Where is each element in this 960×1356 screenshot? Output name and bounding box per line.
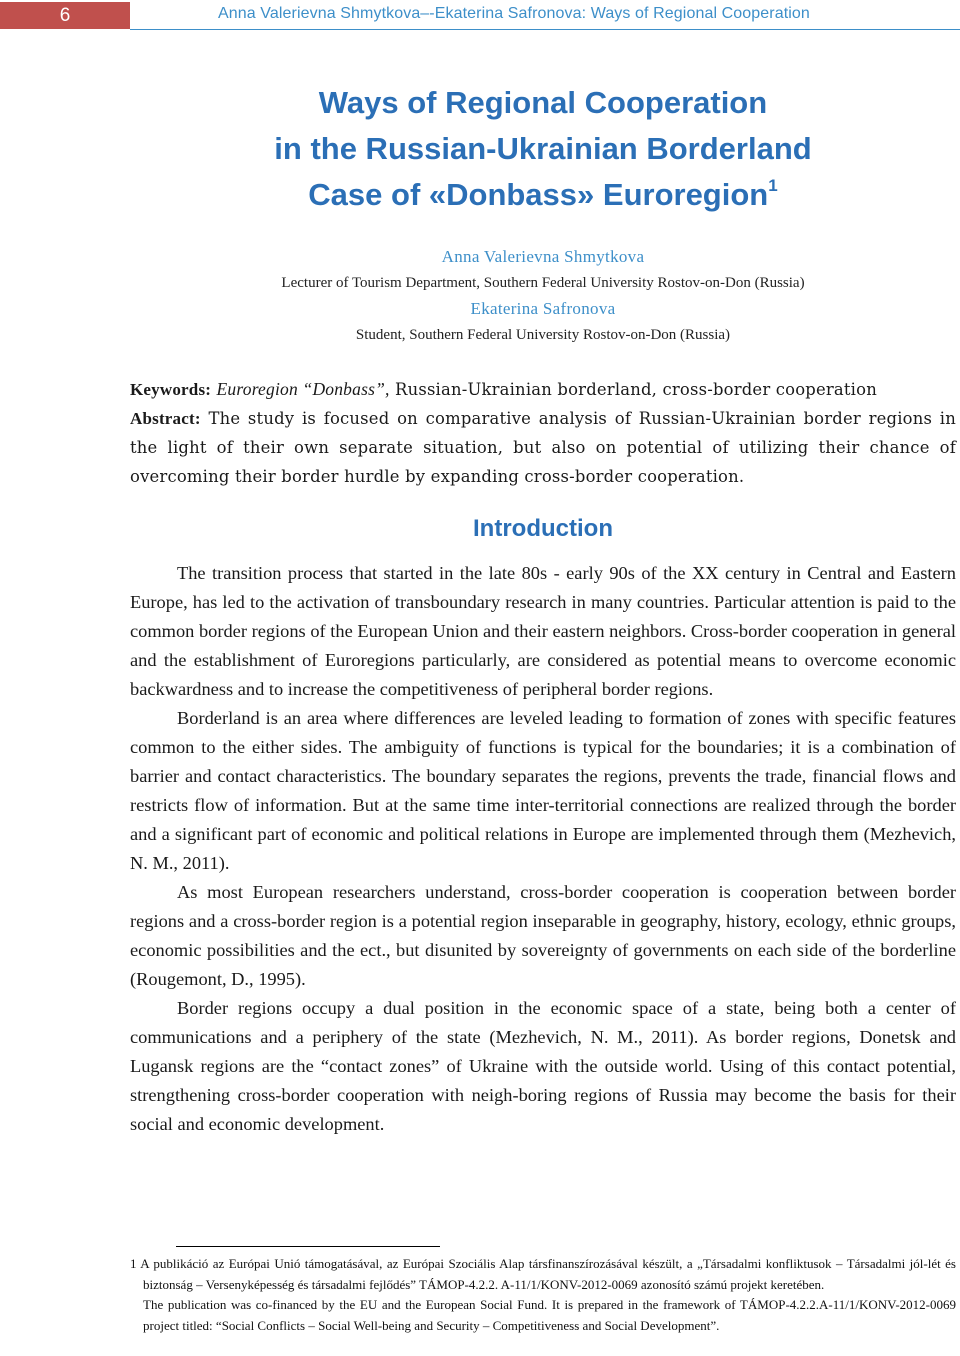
footnote-rule bbox=[176, 1246, 440, 1247]
title-footnote-mark[interactable]: 1 bbox=[768, 176, 778, 195]
keywords-italic: Euroregion “Donbass”, bbox=[216, 379, 390, 399]
page-header bbox=[0, 0, 960, 30]
paragraph: As most European researchers understand, cross-border cooperation is cooperation between border regions and a cross-border region is a potential region inseparable in geography, history, ecology, ethnic groups, economic possibilities and the ect., but disunited by sovereignty of governments on each side of the borderline (Rougemont, D., 1995). bbox=[130, 882, 956, 989]
page-number: 6 bbox=[0, 2, 130, 29]
title-line-2: in the Russian-Ukrainian Borderland bbox=[274, 131, 812, 166]
keywords-label: Keywords: bbox=[130, 380, 212, 399]
keywords-abstract bbox=[130, 375, 956, 491]
title-line-1: Ways of Regional Cooperation bbox=[318, 85, 768, 120]
abstract-text: The study is focused on comparative analysis of Russian-Ukrainian border regions in the light of their own separate situation, but also on potential of utilizing their chance of overcoming their border hurdle by expanding cross-border cooperation. bbox=[130, 409, 956, 486]
keywords-rest: Russian-Ukrainian borderland, cross-border cooperation bbox=[389, 380, 877, 399]
section-heading-introduction: Introduction bbox=[473, 515, 613, 542]
footnote bbox=[130, 1254, 956, 1336]
header-rule bbox=[130, 29, 960, 30]
running-head: Anna Valerievna Shmytkova–-Ekaterina Safronova: Ways of Regional Cooperation bbox=[218, 5, 810, 22]
abstract-paragraph bbox=[130, 404, 956, 491]
authors-block bbox=[130, 244, 956, 348]
paragraph: Borderland is an area where differences are leveled leading to formation of zones with specific features common to the either sides. The ambiguity of functions is typical for the boundaries; it is a combination of barrier and contact characteristics. The boundary separates the regions, prevents the trade, financial flows and restricts flow of information. But at the same time inter-territorial connections are realized through the border and a significant part of economic and political relations in Europe are implemented through them (Mezhevich, N. M., 2011). bbox=[130, 708, 956, 873]
footnote-hungarian: 1 A publikáció az Európai Unió támogatásával, az Európai Szociális Alap társfinanszírozásával készült, a „Társadalmi konfliktusok – Társadalmi jól-lét és biztonság – Versenyképesség és társadalmi fejlődés” TÁMOP-4.2.2. A-11/1/KONV-2012-0069 azonosító számú projekt keretében. bbox=[130, 1256, 956, 1292]
author-name-1: Anna Valerievna Shmytkova bbox=[441, 247, 645, 266]
footnote-english: The publication was co-financed by the EU and the European Social Fund. It is prepared in the framework of TÁMOP-4.2.2.A-11/1/KONV-2012-0069 project titled: “Social Conflicts – Social Well-being and Security – Competitiveness and Social Development”. bbox=[143, 1297, 956, 1333]
title-line-3 bbox=[130, 172, 956, 218]
title-line-3-text: Case of «Donbass» Euroregion bbox=[308, 177, 769, 212]
author-affiliation-2: Student, Southern Federal University Rostov-on-Don (Russia) bbox=[355, 327, 731, 343]
article-title bbox=[130, 80, 956, 218]
introduction-body bbox=[130, 559, 956, 1139]
paragraph: Border regions occupy a dual position in the economic space of a state, being both a center of communications and a periphery of the state (Mezhevich, N. M., 2011). As border regions, Donetsk and Lugansk regions are the “contact zones” of Ukraine with the outside world. Using of this contact potential, strengthening cross-border cooperation with neigh-boring regions of Russia may become the basis for their social and economic development. bbox=[130, 998, 956, 1134]
abstract-label: Abstract: bbox=[130, 409, 201, 428]
author-affiliation-1: Lecturer of Tourism Department, Southern Federal University Rostov-on-Don (Russia) bbox=[281, 275, 805, 291]
keywords-line bbox=[130, 375, 956, 404]
paragraph: The transition process that started in the late 80s - early 90s of the XX century in Central and Eastern Europe, has led to the activation of transboundary research in many countries. Particular attention is paid to the common border regions of the European Union and their eastern neighbors. Cross-border cooperation in general and the establishment of Euroregions particularly, are considered as potential means to overcome economic backwardness and to increase the competitiveness of peripheral border regions. bbox=[130, 563, 956, 699]
author-name-2: Ekaterina Safronova bbox=[470, 299, 616, 318]
